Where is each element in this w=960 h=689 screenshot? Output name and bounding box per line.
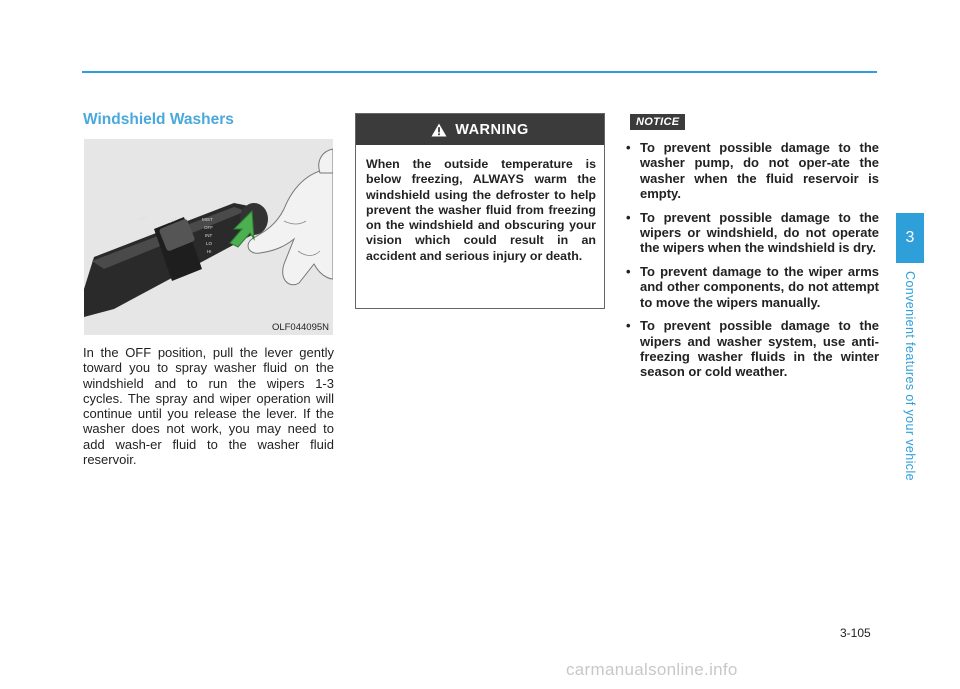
lever-label: MIST <box>202 217 213 222</box>
lever-label: INT <box>168 216 179 225</box>
notice-list <box>625 140 879 388</box>
notice-badge: NOTICE <box>630 114 685 130</box>
section-title: Windshield Washers <box>83 111 234 128</box>
notice-item-text: To prevent possible damage to the wipers or windshield, do not operate the wipers when the windshield is dry. <box>640 209 879 256</box>
warning-text: When the outside temperature is below freezing, ALWAYS warm the windshield using the defroster to help prevent the washer fluid from freezing on the windshield and obscuring your vision which could result in an accident and serious injury or death. <box>366 157 596 263</box>
lever-label: OFF <box>204 225 213 230</box>
lever-drawing <box>84 139 333 335</box>
lever-label: SEC <box>138 213 149 222</box>
lever-label: LO <box>206 241 213 246</box>
watermark: carmanualsonline.info <box>566 660 738 679</box>
notice-item <box>625 140 879 201</box>
chapter-title: Convenient features of your vehicle <box>903 271 917 481</box>
bullet: • <box>626 209 631 225</box>
notice-item <box>625 210 879 256</box>
lever-label: INT <box>205 233 213 238</box>
notice-item-text: To prevent possible damage to the wipers and washer system, use anti-freezing washer fluids in the winter season or cold weather. <box>640 318 879 380</box>
bullet: • <box>626 318 631 334</box>
bullet: • <box>626 140 631 155</box>
figure-code: OLF044095N <box>271 322 329 333</box>
header-rule <box>82 71 877 73</box>
warning-header <box>356 114 604 145</box>
warning-triangle-icon <box>431 123 447 137</box>
chapter-tab: 3 <box>896 213 924 263</box>
wiper-lever-illustration <box>84 139 333 335</box>
notice-item <box>625 264 879 310</box>
notice-item <box>625 318 879 379</box>
body-paragraph: In the OFF position, pull the lever gently toward you to spray washer fluid on the windshield and to run the wipers 1-3 cycles. The spray and wiper operation will continue until you release the lever. If the washer does not work, you may need to add wash-er fluid to the washer fluid reservoir. <box>83 345 334 468</box>
page-number: 3-105 <box>840 626 871 640</box>
warning-heading: WARNING <box>455 121 529 138</box>
lever-label: HI <box>207 249 212 254</box>
notice-item-text: To prevent damage to the wiper arms and other components, do not attempt to move the wipers manually. <box>640 264 879 310</box>
bullet: • <box>626 264 631 280</box>
warning-box <box>355 113 605 309</box>
notice-item-text: To prevent possible damage to the washer pump, do not oper-ate the washer when the fluid reservoir is empty. <box>640 140 879 201</box>
